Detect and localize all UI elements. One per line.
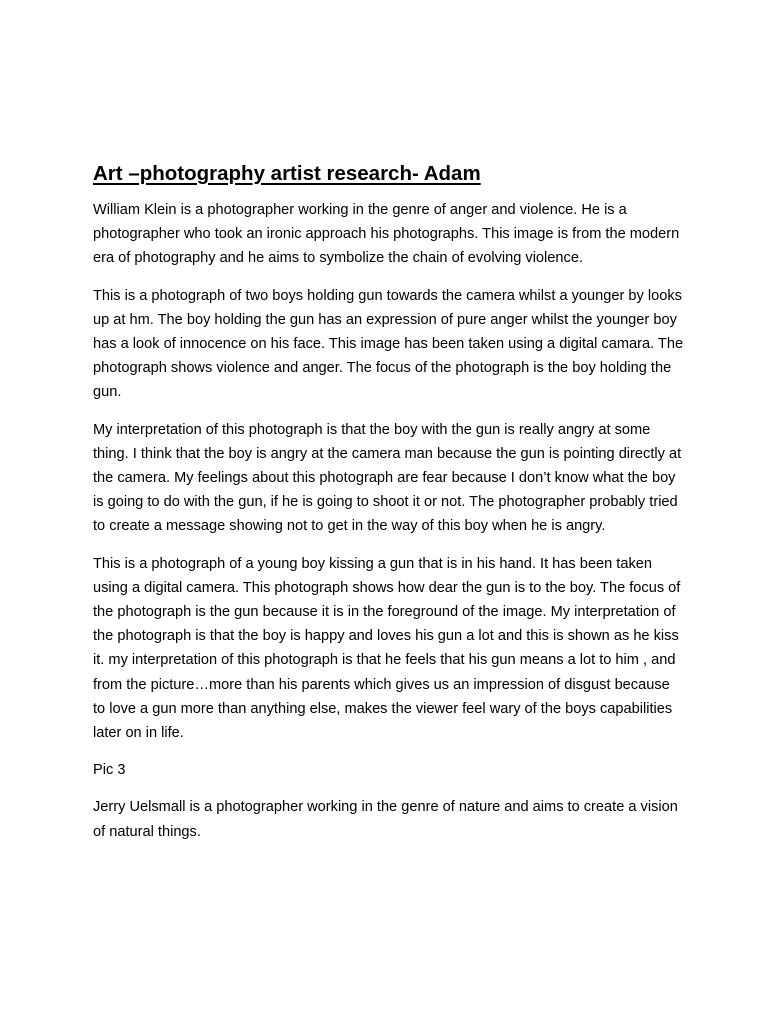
paragraph-two-boys-photo: This is a photograph of two boys holding gun towards the camera whilst a younger by looks up at hm. The boy holding the gun has an expression of pure anger whilst the younger boy has a look of innocence on his face. This image has been taken using a digital camara. The photograph shows violence and anger. The focus of the photograph is the boy holding the gun. bbox=[93, 287, 684, 401]
page-title: Art –photography artist research- Adam bbox=[93, 162, 481, 185]
paragraph-interpretation: My interpretation of this photograph is that the boy with the gun is really angry at some thing. I think that the boy is angry at the camera man because the gun is pointing directly at the camera. My feelings about this photograph are fear because I don’t know what the boy is going to do with the gun, if he is going to shoot it or not. The photographer probably tried to create a message showing not to get in the way of this boy when he is angry. bbox=[93, 421, 682, 535]
paragraph-jerry-uelsmann: Jerry Uelsmall is a photographer working in the genre of nature and aims to create a vision of natural things. bbox=[93, 799, 678, 840]
pic-label: Pic 3 bbox=[93, 762, 126, 779]
paragraph-boy-kissing-gun: This is a photograph of a young boy kissing a gun that is in his hand. It has been taken using a digital camera. This photograph shows how dear the gun is to the boy. The focus of the photograph is the gun because it is in the foreground of the image. My interpretation of the photograph is that the boy is happy and loves his gun a lot and this is shown as he kiss it. my interpretation of this photograph is that he feels that his gun means a lot to him , and from the picture…more than his parents which gives us an impression of disgust because to love a gun more than anything else, makes the viewer feel wary of the boys capabilities later on in life. bbox=[93, 555, 681, 742]
document-page bbox=[93, 160, 685, 857]
paragraph-william-klein-intro: William Klein is a photographer working in the genre of anger and violence. He is a photographer who took an ironic approach his photographs. This image is from the modern era of photography and he aims to symbolize the chain of evolving violence. bbox=[93, 202, 680, 267]
